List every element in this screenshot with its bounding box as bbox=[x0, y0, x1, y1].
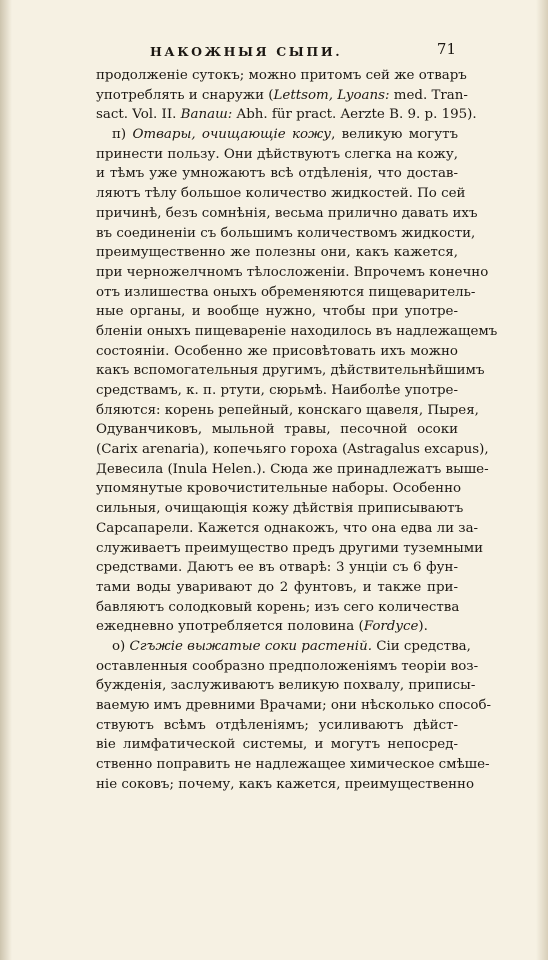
text-line-pre: упомянутые кровочистительные наборы. Особенно bbox=[96, 481, 462, 497]
text-line bbox=[96, 479, 462, 499]
text-line bbox=[96, 420, 458, 440]
page-number: 71 bbox=[436, 40, 456, 58]
text-line bbox=[96, 735, 458, 755]
text-line-pre: ваемую имъ древними Врачами; они нѣсколько способ- bbox=[96, 698, 492, 713]
text-line bbox=[96, 125, 458, 145]
text-line bbox=[96, 105, 477, 125]
text-line-pre: бужденія, заслуживаютъ великую похвалу, приписы- bbox=[96, 678, 476, 694]
text-line-pre: при черножелчномъ тѣлосложеніи. Впрочемъ конечно bbox=[96, 264, 489, 280]
text-line bbox=[96, 676, 476, 696]
text-line bbox=[96, 224, 476, 244]
text-line-pre: состояніи. Особенно же присовѣтовать ихъ можно bbox=[96, 343, 458, 359]
text-line-em: Вапаш: bbox=[180, 107, 233, 123]
text-line bbox=[96, 716, 458, 736]
text-line bbox=[96, 86, 468, 106]
text-line bbox=[96, 204, 478, 224]
text-line bbox=[96, 302, 458, 322]
text-line bbox=[96, 657, 479, 677]
text-line bbox=[96, 66, 467, 86]
text-line-pre: Сарсапарели. Кажется однакожъ, что она едва ли за- bbox=[96, 520, 479, 536]
text-line-pre: служиваетъ преимущество предъ другими туземными bbox=[96, 540, 484, 556]
text-line bbox=[96, 775, 475, 795]
text-line-pre: о) bbox=[112, 638, 130, 654]
text-line bbox=[96, 184, 466, 204]
running-title: НАКОЖНЫЯ СЫПИ. bbox=[150, 44, 343, 59]
text-line-pre: въ соединеніи съ большимъ количествомъ жидкости, bbox=[96, 225, 476, 241]
text-line-em: Fordyce bbox=[363, 619, 419, 635]
text-line-post: ). bbox=[418, 619, 428, 635]
text-line bbox=[96, 578, 458, 598]
text-line-pre: ніе соковъ; почему, какъ кажется, преимущественно bbox=[96, 776, 475, 792]
text-line-pre: віе лимфатической системы, и могутъ непосред- bbox=[96, 737, 458, 753]
text-line-pre: отъ излишества оныхъ обременяются пищеваритель- bbox=[96, 284, 476, 300]
text-line-pre: причинѣ, безъ сомнѣнія, весьма прилично давать ихъ bbox=[96, 205, 478, 221]
text-line-pre: средствамъ, к. п. ртути, сюрьмѣ. Наиболѣе употре- bbox=[96, 383, 458, 398]
text-line bbox=[96, 440, 489, 460]
text-line-post: Abh. für pract. Aerzte B. 9. p. 195). bbox=[232, 107, 477, 123]
text-line-em: Сгъжіе выжатые соки растеній. bbox=[129, 638, 372, 654]
text-line bbox=[96, 558, 458, 578]
text-line-pre: ные органы, и вообще нужно, чтобы при употре- bbox=[96, 304, 458, 320]
text-line bbox=[96, 164, 458, 184]
text-line-em: Отвары, очищающіе кожу bbox=[132, 127, 332, 143]
text-line-pre: преимущественно же полезны они, какъ кажется, bbox=[96, 245, 458, 261]
page-left-edge bbox=[0, 0, 12, 960]
text-line-pre: ственно поправить не надлежащее химическое смѣше- bbox=[96, 757, 490, 773]
text-line-pre: употреблять и снаружи ( bbox=[96, 87, 274, 103]
text-line-pre: Девесила (Inula Helen.). Сюда же принадлежатъ выше- bbox=[96, 461, 489, 477]
text-line bbox=[96, 322, 498, 342]
text-line-pre: sact. Vol. II. bbox=[96, 107, 181, 123]
text-line bbox=[96, 755, 490, 775]
text-line bbox=[96, 243, 458, 263]
running-head bbox=[96, 40, 458, 64]
text-line bbox=[96, 637, 471, 657]
text-line bbox=[96, 263, 489, 283]
body-text bbox=[96, 66, 498, 794]
text-line bbox=[96, 145, 458, 165]
text-line-pre: какъ вспомогательныя другимъ, дѣйствительнѣйшимъ bbox=[96, 363, 485, 379]
text-line bbox=[96, 401, 479, 421]
text-line bbox=[96, 361, 485, 381]
text-line-pre: п) bbox=[112, 127, 133, 143]
text-line-pre: средствами. Даютъ ее въ отварѣ: 3 унціи съ 6 фун- bbox=[96, 560, 458, 576]
text-line-pre: продолженіе сутокъ; можно притомъ сей же отваръ bbox=[96, 68, 467, 83]
text-line-post: med. Tran- bbox=[389, 87, 468, 103]
text-line-post: Сіи средства, bbox=[371, 638, 471, 654]
text-line-pre: тами воды уваривают до 2 фунтовъ, и также при- bbox=[96, 579, 458, 595]
text-line bbox=[96, 499, 464, 519]
text-line-pre: бленіи оныхъ пищевареніе находилось въ надлежащемъ bbox=[96, 323, 498, 339]
text-line-pre: бляются: корень репейный, конскаго щавеля, Пырея, bbox=[96, 402, 479, 418]
page-right-edge bbox=[536, 0, 548, 960]
text-line-pre: ляютъ тѣлу большое количество жидкостей. По сей bbox=[96, 186, 466, 202]
text-line bbox=[96, 381, 458, 401]
text-line-pre: и тѣмъ уже умножаютъ всѣ отдѣленія, что достав- bbox=[96, 166, 458, 182]
text-line-pre: ежедневно употребляется половина ( bbox=[96, 619, 364, 635]
book-page bbox=[96, 40, 498, 794]
text-line bbox=[96, 539, 484, 559]
text-line-pre: сильныя, очищающія кожу дѣйствія приписываютъ bbox=[96, 501, 464, 517]
text-line-pre: принести пользу. Они дѣйствуютъ слегка на кожу, bbox=[96, 146, 458, 162]
text-line bbox=[96, 342, 458, 362]
text-line bbox=[96, 519, 479, 539]
text-line bbox=[96, 617, 458, 637]
text-line-pre: оставленныя сообразно предположеніямъ теоріи воз- bbox=[96, 658, 479, 674]
text-line-pre: бавляютъ солодковый корень; изъ сего количества bbox=[96, 599, 460, 615]
text-line bbox=[96, 460, 489, 480]
text-line-em: Lettsom, Lyoans: bbox=[273, 87, 390, 103]
text-line-pre: Одуванчиковъ, мыльной травы, песочной осоки bbox=[96, 422, 458, 438]
text-line bbox=[96, 598, 458, 618]
text-line-pre: ствуютъ всѣмъ отдѣленіямъ; усиливаютъ дѣйст- bbox=[96, 717, 458, 733]
text-line bbox=[96, 696, 492, 716]
text-line-pre: (Carix arenaria), копечьяго гороха (Astragalus excapus), bbox=[96, 442, 489, 458]
text-line bbox=[96, 283, 476, 303]
text-line-post: , великую могутъ bbox=[331, 127, 458, 143]
